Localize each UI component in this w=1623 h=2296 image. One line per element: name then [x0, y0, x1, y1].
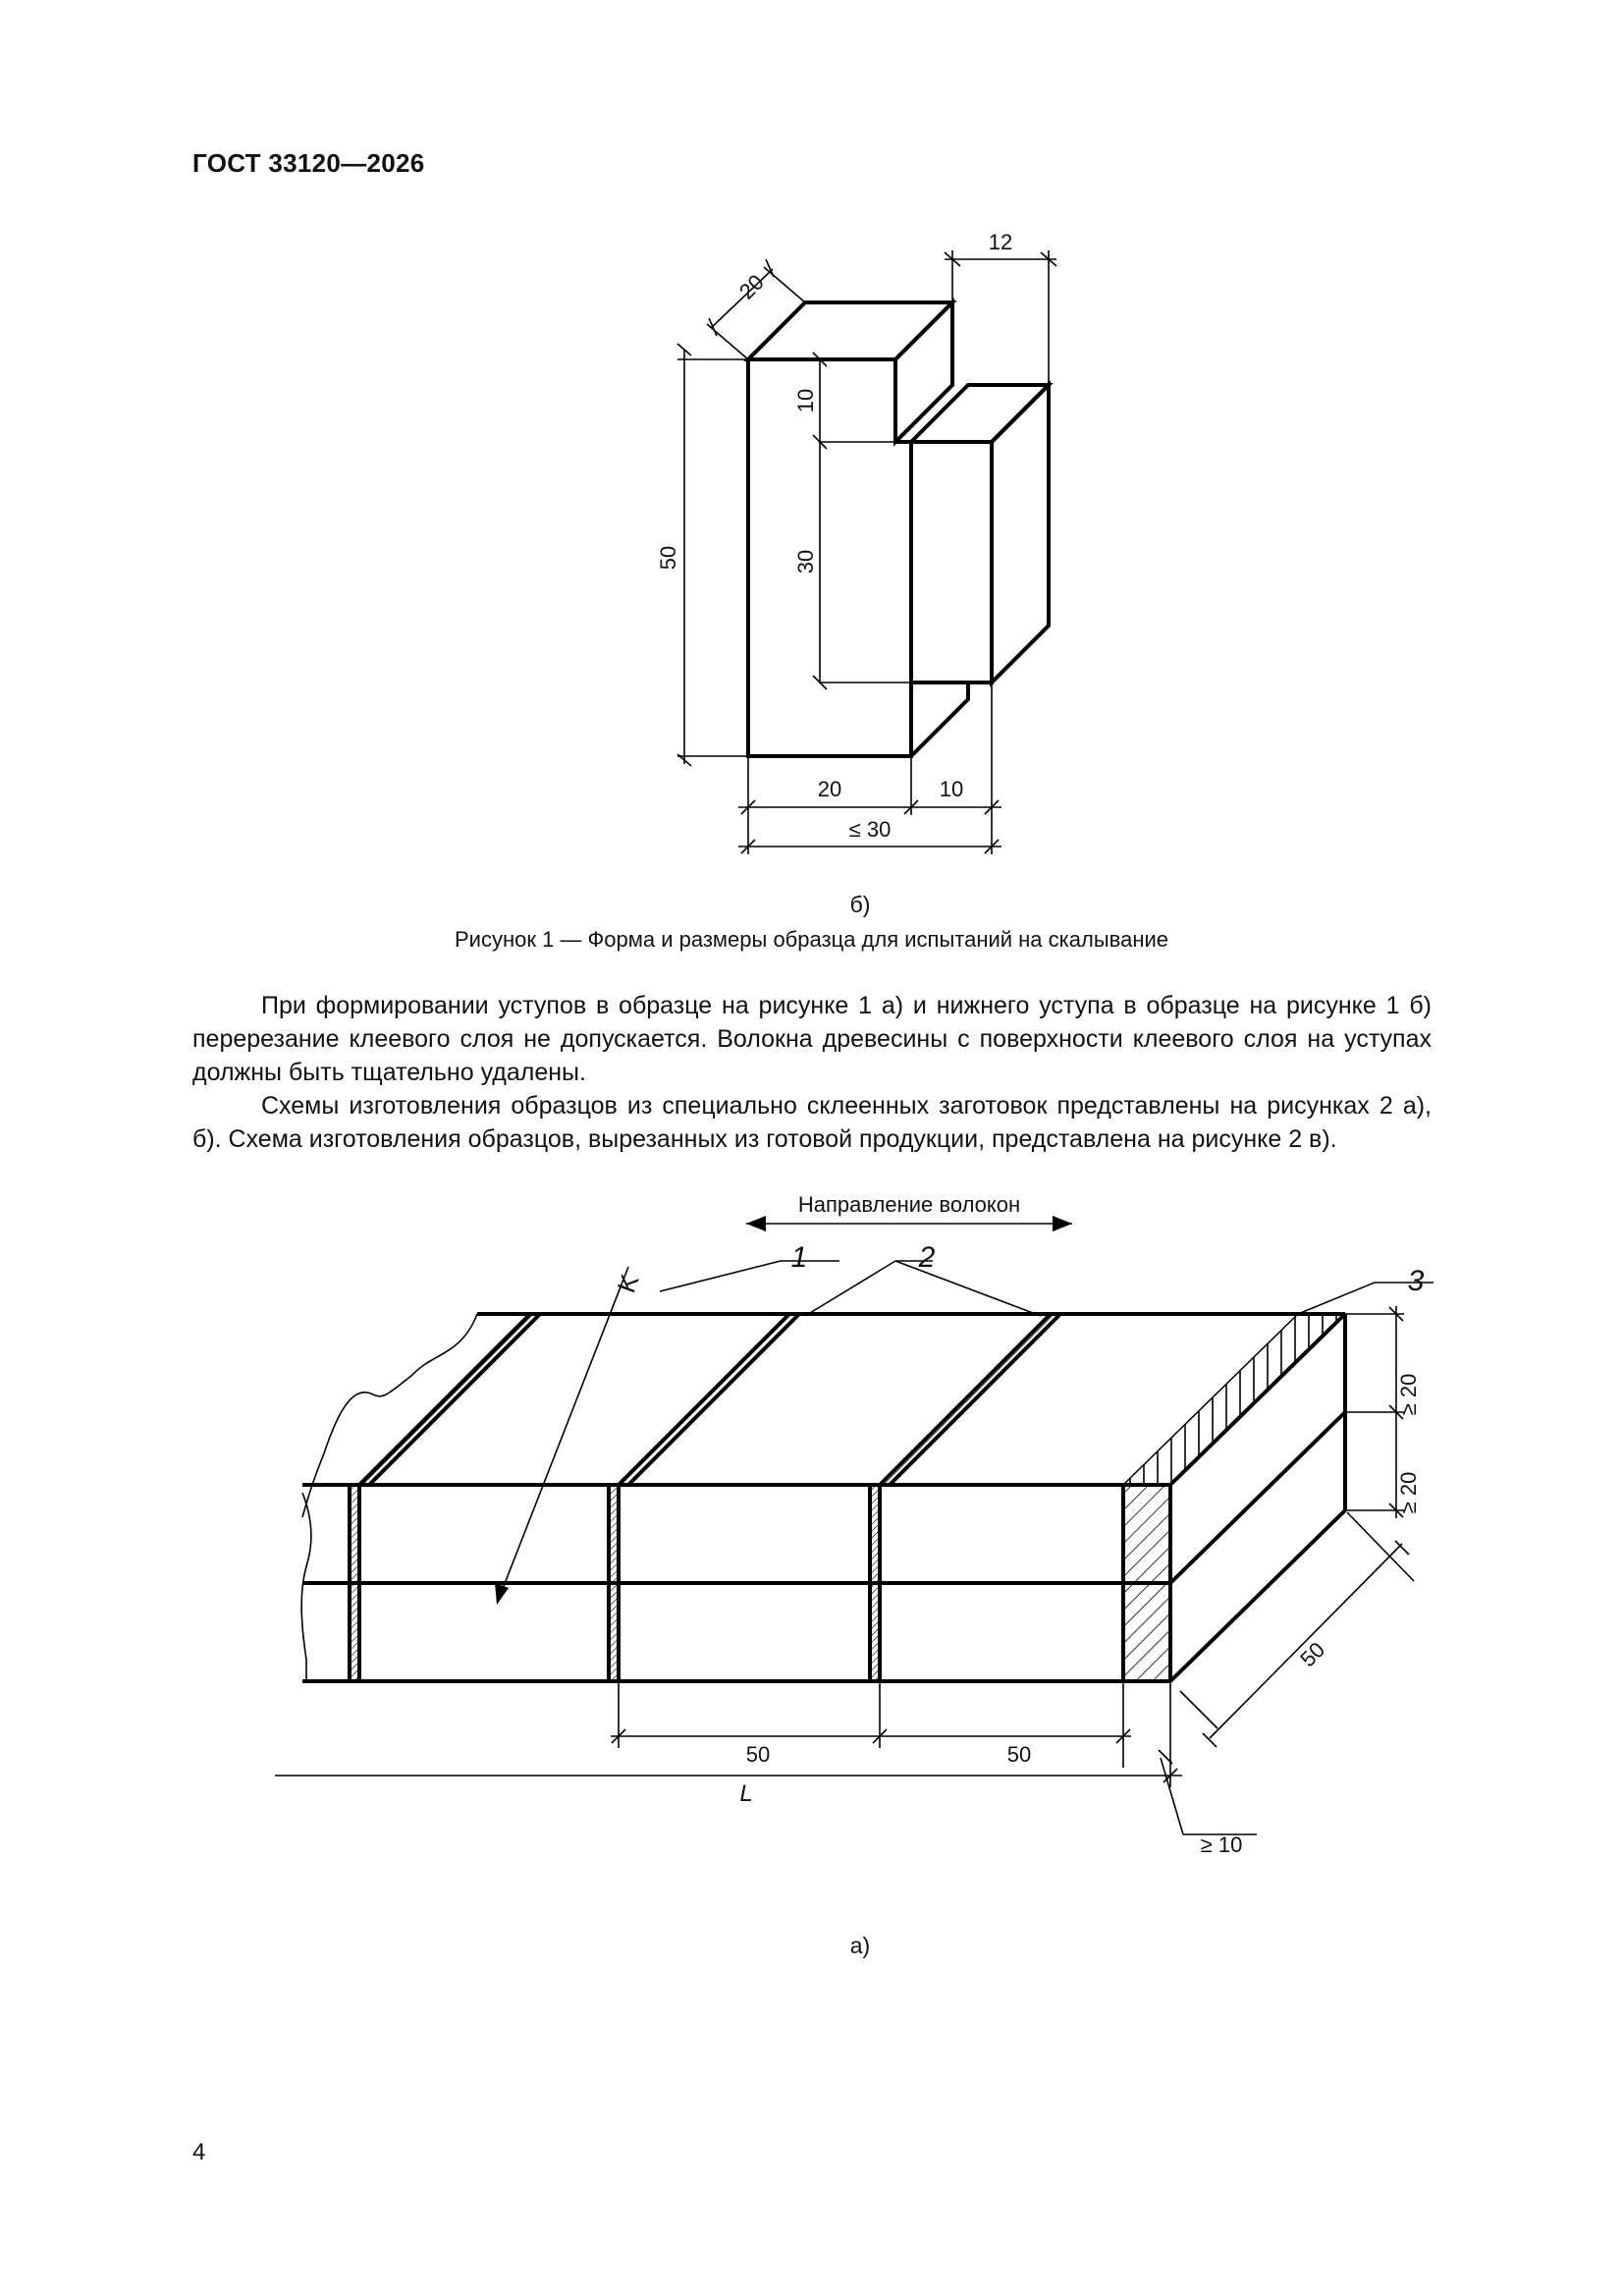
figure-1b-drawing — [0, 0, 1623, 884]
figure-2a-drawing — [0, 1159, 1623, 1905]
dim-10-vertical: 10 — [793, 388, 818, 413]
arrowheads — [495, 1216, 1072, 1605]
beam-outline — [302, 1314, 1345, 1681]
grain-direction-label: Направление волокон — [797, 1192, 1021, 1217]
glue-strips — [350, 1314, 1060, 1681]
dim-width-50-right: 50 — [1006, 1742, 1032, 1767]
figure-2a-sublabel: а) — [849, 1933, 871, 1958]
callout-1: 1 — [790, 1241, 808, 1274]
dim-length-L: L — [739, 1780, 753, 1807]
dim-20-depth: 20 — [733, 269, 769, 304]
break-line — [301, 1314, 477, 1681]
dim-20-width: 20 — [817, 777, 842, 801]
dim-depth-50: 50 — [1295, 1637, 1330, 1672]
dimension-lines — [677, 250, 1056, 854]
paragraph-1: При формировании уступов в образце на рисунке 1 а) и нижнего уступа в образце на рисунке 1 б) перерезание клеевого слоя не допускается. Волокна древесины с поверхности клеевого слоя на уступах должны быть тщательно удалены. — [192, 992, 1432, 1086]
dim-10-width: 10 — [939, 777, 964, 801]
figure-1b-sublabel: б) — [849, 892, 871, 917]
end-block-hatching — [1123, 1314, 1345, 1681]
dim-12: 12 — [988, 230, 1013, 254]
page-number: 4 — [192, 2139, 206, 2165]
dim-50: 50 — [656, 545, 680, 571]
document-header: ГОСТ 33120—2026 — [192, 148, 425, 178]
dim-min-10: ≥ 10 — [1200, 1832, 1243, 1857]
callout-2: 2 — [918, 1241, 936, 1274]
dim-height-top: ≥ 20 — [1396, 1373, 1421, 1416]
callout-k: K — [611, 1270, 645, 1297]
dim-height-bottom: ≥ 20 — [1396, 1471, 1421, 1514]
callout-3: 3 — [1407, 1265, 1425, 1297]
dim-width-50-left: 50 — [745, 1742, 771, 1767]
dim-total-width: ≤ 30 — [848, 817, 892, 842]
dim-30: 30 — [793, 549, 818, 574]
paragraph-2: Схемы изготовления образцов из специально склеенных заготовок представлены на рисунках 2 а), б). Схема изготовления образцов, вырезанных из готовой продукции, представлена на рисунке 2 в). — [192, 1092, 1432, 1153]
specimen-outline — [748, 302, 1049, 756]
figure-1-caption: Рисунок 1 — Форма и размеры образца для испытаний на скалывание — [455, 927, 1168, 952]
